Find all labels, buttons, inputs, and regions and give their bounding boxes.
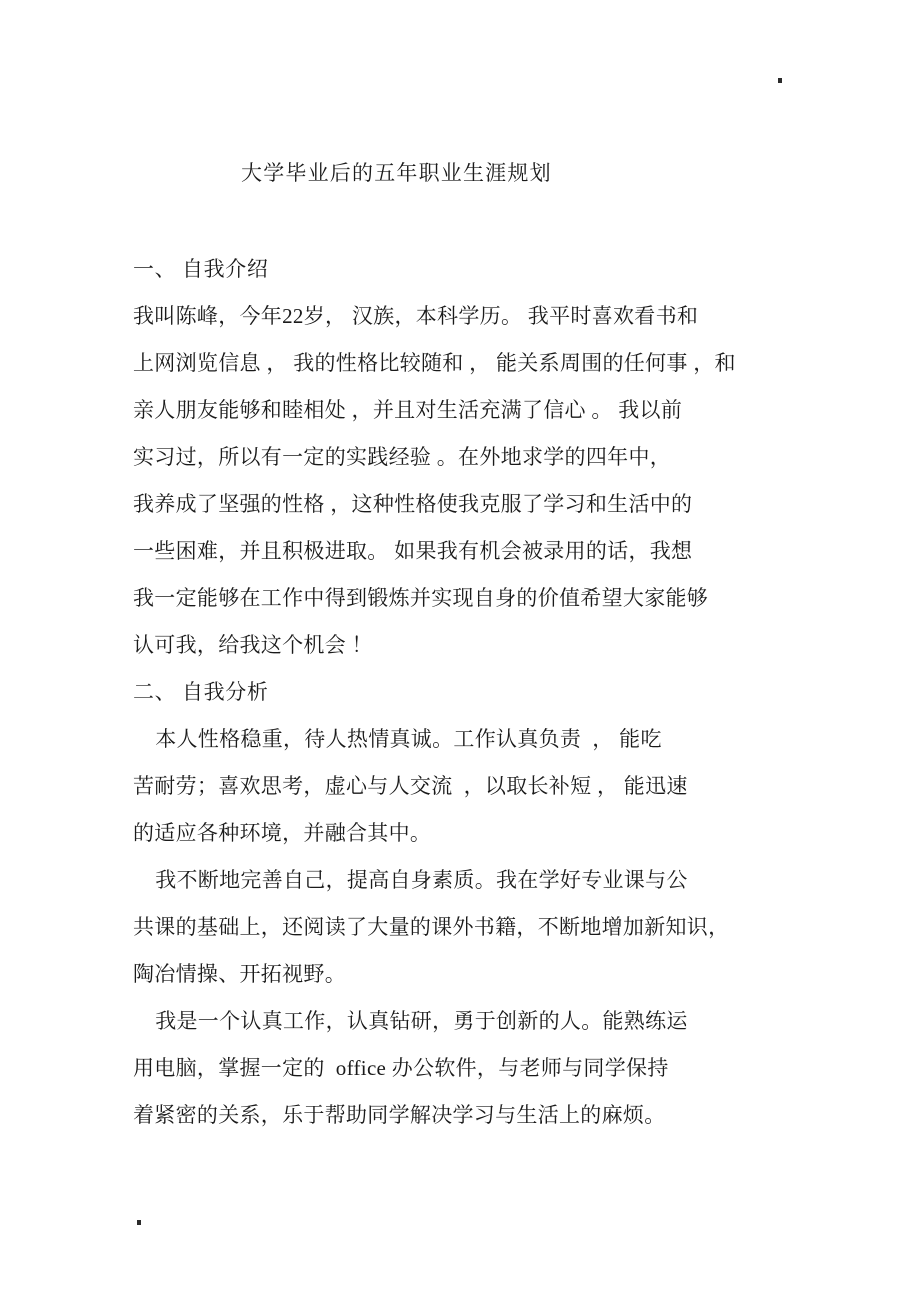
- paragraph-line: 的适应各种环境，并融合其中。: [133, 821, 432, 845]
- paragraph-line: 我养成了坚强的性格 ，这种性格使我克服了学习和生活中的: [133, 492, 693, 516]
- paragraph-line: 亲人朋友能够和睦相处 ，并且对生活充满了信心 。 我以前: [133, 398, 683, 422]
- paragraph-line: 我是一个认真工作，认真钻研，勇于创新的人。能熟练运: [133, 1009, 688, 1033]
- section-heading-self-introduction: 一、 自我介绍: [133, 257, 269, 281]
- scan-artifact-bottom-left: [137, 1220, 141, 1225]
- title-spacer: [133, 196, 793, 246]
- paragraph-line: 我叫陈峰，今年22岁， 汉族，本科学历。 我平时喜欢看书和: [133, 304, 699, 328]
- paragraph-line: 我一定能够在工作中得到锻炼并实现自身的价值希望大家能够: [133, 586, 709, 610]
- paragraph-line: 用电脑，掌握一定的 office 办公软件，与老师与同学保持: [133, 1056, 669, 1080]
- page-title: 大学毕业后的五年职业生涯规划: [241, 161, 552, 185]
- paragraph-line: 认可我，给我这个机会 ！: [133, 633, 373, 657]
- paragraph-line: 共课的基础上，还阅读了大量的课外书籍，不断地增加新知识，: [133, 915, 730, 939]
- paragraph-line: 一些困难，并且积极进取。 如果我有机会被录用的话，我想: [133, 539, 693, 563]
- document-text-column: [133, 150, 793, 1139]
- paragraph-line: 着紧密的关系，乐于帮助同学解决学习与生活上的麻烦。: [133, 1103, 666, 1127]
- paragraph-line: 陶冶情操、开拓视野。: [133, 962, 346, 986]
- paragraph-line: 本人性格稳重，待人热情真诚。工作认真负责 ， 能吃: [133, 727, 662, 751]
- paragraph-line: 我不断地完善自己，提高自身素质。我在学好专业课与公: [133, 868, 688, 892]
- paragraph-line: 苦耐劳；喜欢思考，虚心与人交流 ，以取长补短 ， 能迅速: [133, 774, 688, 798]
- paragraph-line: 实习过，所以有一定的实践经验 。在外地求学的四年中，: [133, 445, 672, 469]
- scan-artifact-top-right: [778, 78, 782, 83]
- section-heading-self-analysis: 二、 自我分析: [133, 680, 269, 704]
- paragraph-line: 上网浏览信息 ， 我的性格比较随和 ， 能关系周围的任何事 ，和: [133, 351, 736, 375]
